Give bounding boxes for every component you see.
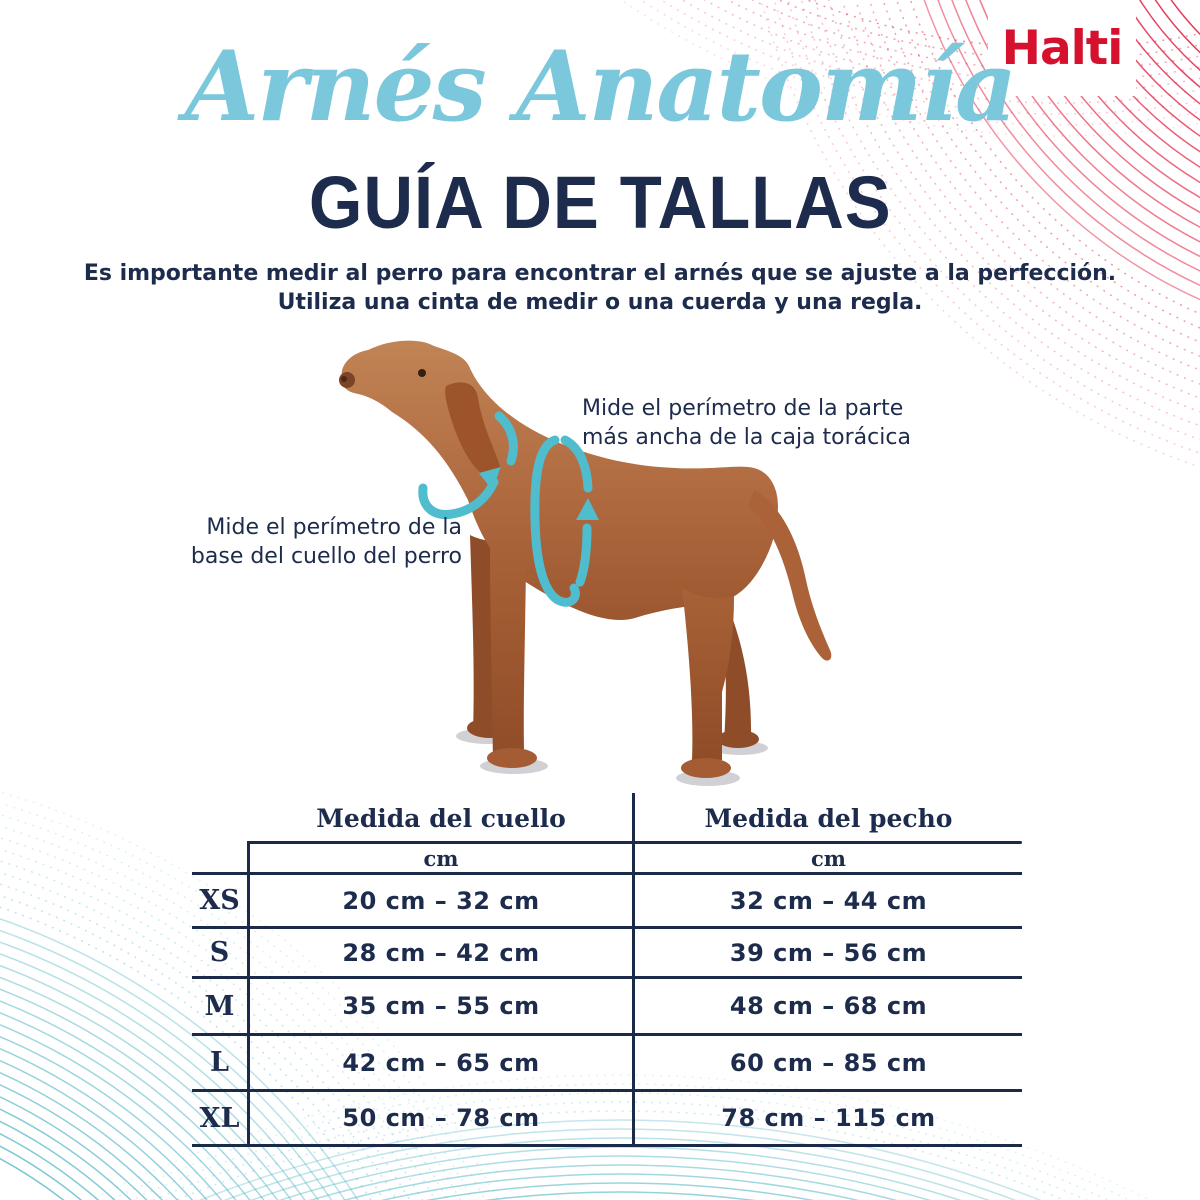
chest-range-l: 60 cm – 85 cm <box>729 1048 928 1077</box>
table-line-bottom <box>192 1144 1022 1147</box>
unit-label-chest: cm <box>810 845 846 871</box>
neck-range-m: 35 cm – 55 cm <box>342 992 540 1020</box>
dog-body <box>342 341 778 620</box>
dog-tail <box>748 490 831 661</box>
chest-note-line-2: más ancha de la caja torácica <box>582 425 911 450</box>
chest-note-line-1: Mide el perímetro de la parte <box>582 396 904 421</box>
size-label-xs: XS <box>199 885 240 916</box>
page-title <box>0 160 1200 245</box>
chest-range-s: 39 cm – 56 cm <box>729 938 928 967</box>
size-label-m: M <box>204 990 235 1022</box>
intro-line-1: Es importante medir al perro para encontrar el arnés que se ajuste a la perfección. <box>83 261 1117 286</box>
page-title-text: GUÍA DE TALLAS <box>308 161 892 244</box>
column-header-neck: Medida del cuello <box>316 803 566 833</box>
neck-range-s: 28 cm – 42 cm <box>342 938 540 967</box>
dog-front-leg-near <box>490 548 526 762</box>
unit-label-neck: cm <box>423 845 459 871</box>
intro-text <box>0 259 1200 317</box>
neck-measure-note <box>140 513 462 571</box>
neck-range-xl: 50 cm – 78 cm <box>342 1104 540 1132</box>
script-title: Arnés Anatomía <box>184 30 1016 143</box>
size-label-xl: XL <box>199 1102 240 1134</box>
neck-note-line-1: Mide el perímetro de la <box>206 515 462 540</box>
size-table <box>192 793 1022 1147</box>
chest-measure-note <box>582 394 912 452</box>
neck-note-line-2: base del cuello del perro <box>190 544 462 569</box>
chest-range-xs: 32 cm – 44 cm <box>729 886 928 915</box>
brand-logo: Halti <box>1001 20 1123 76</box>
chest-range-m: 48 cm – 68 cm <box>729 992 928 1020</box>
chest-range-xl: 78 cm – 115 cm <box>721 1104 936 1132</box>
size-label-s: S <box>209 937 230 968</box>
intro-line-2: Utiliza una cinta de medir o una cuerda y una regla. <box>277 290 923 315</box>
dog-eye <box>418 369 426 377</box>
neck-range-xs: 20 cm – 32 cm <box>342 886 540 915</box>
column-header-chest: Medida del pecho <box>704 803 953 833</box>
size-label-l: L <box>210 1047 229 1078</box>
neck-range-l: 42 cm – 65 cm <box>342 1048 540 1077</box>
